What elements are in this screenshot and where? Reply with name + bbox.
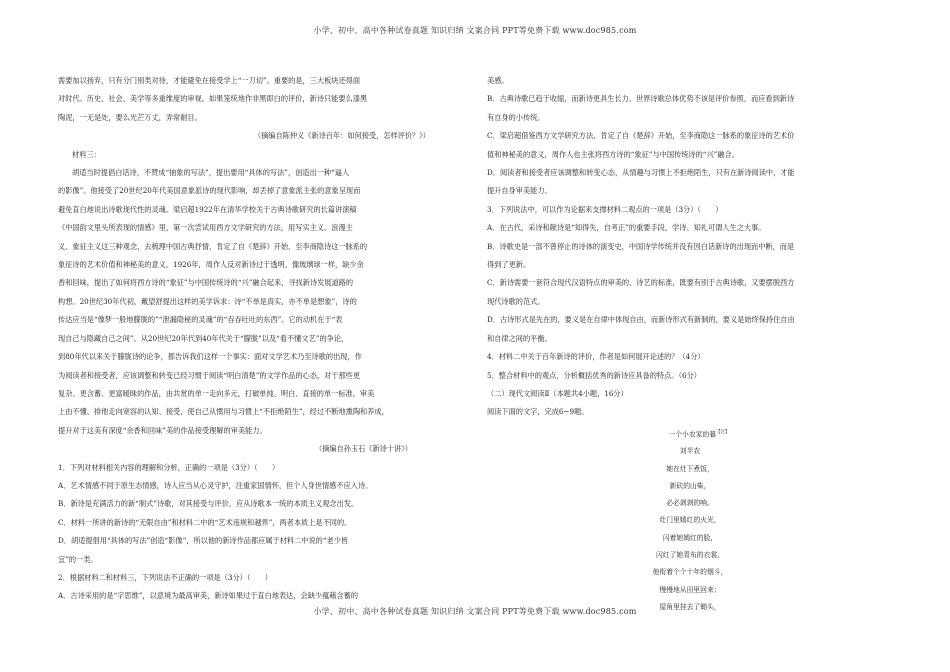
page-footer-banner: 小学、初中、高中各种试卷真题 知识归纳 文案合同 PPT等免费下载 www.doc985.com: [313, 607, 637, 616]
question-list: [58, 459, 460, 606]
poem-line: 闪着她嫣红的脸，: [662, 533, 718, 542]
answer-option: D．阅读者和接受者应该调整和转变心态，从情趣与习惯上不拒绝陌生，只有在新诗阅读中，才能: [487, 168, 795, 178]
answer-option: A．在古代，采诗和献诗是“知得失，自考正”的重要手段，学诗、知礼可谓人生之大事。: [487, 223, 766, 233]
answer-option: B．古典诗歌已趋于收缩，而新诗更具生长力，世界诗歌总体优势不该是评价参照，而应看到新诗: [487, 94, 795, 104]
text-line: 象征诗的艺术价值和神秘美的意义。1926年，周作人反对新诗过于透明，像玻璃球一样，缺少余: [58, 260, 364, 270]
poem-line: 必必剥剥的响。: [666, 499, 714, 508]
answer-option: B．新诗是充满活力的新“制式”诗歌，对其接受与评价，应从诗歌本一统的本质主义观念出发。: [58, 499, 359, 509]
poem-line: 屋角里挂去了锄头，: [659, 602, 721, 611]
section-instruction: 阅读下面的文字，完成6~9题。: [487, 407, 589, 417]
text-line: 上由不懂、排他走向宽容的认知、接受，使自己从惯用与习惯上“不拒绝陌生”，经过不断地熏陶和养成，: [58, 407, 389, 417]
text-line: 提升对于这美有深度“余香和回味”美的作品接受理解的审美能力。: [58, 425, 267, 435]
intro-paragraph: [58, 72, 460, 127]
text-line: 构想。20世纪30年代初，戴望舒提出这样的美学诉求：诗“不单是真实，亦不单是想象”，诗的: [58, 296, 357, 306]
text-line: 《中国韵文里头所表现的情感》里，第一次尝试用西方文学研究的方法，用写实主义、浪漫主: [58, 223, 353, 233]
poem-author: 刘半农: [679, 447, 701, 456]
text-line: 现代诗歌的范式。: [487, 296, 545, 306]
question-stem: 3．下列说法中，可以作为论据来支撑材料二观点的一项是（3分）（ ）: [487, 204, 723, 214]
poem-line: 闪红了她青布的衣裳。: [656, 551, 724, 560]
left-column: [58, 72, 460, 606]
poem-line: 慢慢地从田里回来；: [659, 585, 721, 594]
answer-option: A．艺术情感不同于原生态情感，诗人应当从心灵守护，注重家国情怀，但个人身世情感不应入诗。: [58, 480, 373, 490]
poem-line: 他衔着个个十年的烟斗，: [652, 568, 728, 577]
question-stem: 5．整合材料中的观点，分析概括优秀的新诗应具备的特点。（6分）: [487, 370, 701, 380]
text-line: 复杂、更含蓄、更富暧昧的作品，由共赏的单一走向多元，打破单纯、明白、直接的单一标准，审美: [58, 388, 375, 398]
text-line: 需要加以扬弃，只有分门别类对待，才能避免在接受学上“一刀切”。重要的是，三大板块还得面: [58, 76, 361, 85]
answer-option: B．诗歌史是一部不曾停止的诗体的演变史，中国诗学传统并没有因白话新诗的出现而中断，而是: [487, 241, 795, 251]
answer-option: C．材料一所讲的新诗的“无限自由”和材料二中的“艺术违规和越界”，两者本质上是不同的。: [58, 517, 352, 527]
poem-line: 新砍的山柴，: [669, 481, 711, 490]
text-line: 胡适当时提倡白话诗，不赞成“抽象的写法”，提出要用“具体的写法”，创造出一种“逼人: [72, 168, 350, 178]
text-line: 传达应当是“像梦一般地朦胧的”“泄漏隐秘的灵魂”的“吞吞吐吐的东西”。它的动机在于“表: [58, 315, 343, 325]
text-line: 现自己与隐藏自己之间”。从20世纪20年代到40年代关于“朦胧”以及“看不懂文艺”的争论，: [58, 333, 349, 343]
source-citation: （摘编自孙玉石《新诗十讲》）: [314, 444, 412, 454]
text-line: 为阅读者和接受者，应该调整和转变已经习惯于阅读“明白清楚”的文学作品的心态，对于那些更: [58, 370, 361, 380]
text-line: 陶泥，一无是处，要么光芒万丈，弄常耐目。: [58, 112, 202, 122]
answer-option: 宜”的一类。: [58, 554, 98, 564]
material-heading: 材料三：: [72, 149, 101, 159]
source-citation: （摘编自陈仲义《新诗百年：如何接受，怎样评价？》）: [253, 131, 430, 141]
text-line: 和自律之间的平衡。: [487, 333, 552, 343]
poem: [487, 424, 893, 617]
text-line: 得到了更新。: [487, 260, 531, 270]
text-line: 避免直白地说出诗歌现代性的灵魂。梁启超1922年在清华学校关于古典诗歌研究的长篇讲演稿: [58, 204, 357, 214]
answer-option: D．古诗形式是先在的，要义是在自律中体现自由，而新诗形式有新制的，要义是始终保持住自由: [487, 315, 795, 325]
poem-line: 她在灶下煮饭，: [666, 464, 714, 473]
question-stem: 1．下列对材料相关内容的理解和分析，正确的一项是（3分）（ ）: [58, 462, 280, 472]
question-stem: 4．材料二中关于百年新诗的评价，作者是如何展开论述的？（4分）: [487, 352, 705, 362]
right-column: [487, 72, 893, 616]
material-three-body: [58, 164, 460, 440]
question-stem: 2．根据材料二和材料三，下列说法不正确的一项是（3分）（ ）: [58, 572, 272, 582]
answer-option: A．古诗采用的是“字思维”，以意境为最高审美，新诗如果过于直白地表达，会缺少蕴藉含蓄的: [58, 591, 359, 601]
page-header-banner: 小学、初中、高中各种试卷真题 知识归纳 文案合同 PPT等免费下载 www.doc985.com: [313, 26, 637, 35]
answer-option: C．梁启超借鉴西方文学研究方法，肯定了自《楚辞》开始，至李商隐这一脉系的象征诗的艺术价: [487, 131, 795, 141]
text-line: 到80年代以来关于朦胧诗的论争，都告诉我们这样一个事实：面对文学艺术乃至诗歌的出现，作: [58, 352, 362, 362]
text-line: 提升自身审美能力。: [487, 186, 552, 196]
section-heading: （二）现代文阅读Ⅱ（本题共4小题，16分）: [487, 388, 628, 398]
answer-option: C．新诗需要一套符合现代汉语特点的审美的、诗艺的标准，既要有别于古典诗歌，又要摆脱西方: [487, 278, 795, 288]
poem-title: [487, 424, 893, 444]
poem-note-mark: 【注】: [716, 429, 730, 435]
poem-line: 灶门里嫣红的火光，: [659, 516, 721, 525]
text-line: 香和回味，提出了如何将西方诗的“象征”与中国传统诗的“兴”融合起来，寻找新诗发展道路的: [58, 278, 354, 288]
text-line: 义、象征主义这三种观念，去梳理中国古典抒情，肯定了自《楚辞》开始，至李商隐诗这一脉系的: [58, 241, 368, 251]
text-line: 对时代、历史、社会、美学等多重维度的审视。如果笼统地作非黑即白的评价，新诗只能要么漆黑: [58, 94, 368, 104]
text-line: 有自身的小传统。: [487, 112, 545, 122]
text-line: 的影像”。他接受了20世纪20年代美国意象派诗的现代影响，却丢掉了意象派主张的意象呈现而: [58, 186, 361, 196]
answer-option: D．胡适提倡用“具体的写法”创造“影像”，所以他的新诗作品都应属于材料二中说的“老少皆: [58, 536, 349, 546]
text-line: 美感。: [487, 76, 509, 85]
poem-title-text: 一个小农家的暮: [668, 429, 717, 438]
text-line: 值和神秘美的意义，周作人也主张将西方诗的“象征”与中国传统诗的“兴”融合。: [487, 149, 739, 159]
